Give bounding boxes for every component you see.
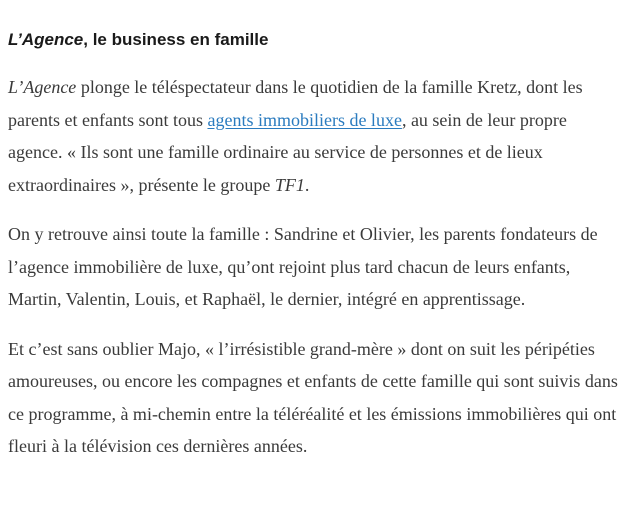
heading-show-title: L’Agence <box>8 30 84 49</box>
section-heading <box>8 28 620 52</box>
paragraph-family: On y retrouve ainsi toute la famille : Sandrine et Olivier, les parents fondateurs de l’agence immobilière de luxe, qu’ont rejoint plus tard chacun de leurs enfants, Martin, Valentin, Louis, et Raphaël, le dernier, intégré en apprentissage. <box>8 224 598 309</box>
paragraph-intro-text-b: , au sein de leur propre agence. « Ils sont une famille ordinaire au service de personnes et de lieux extraordinaires », présente le groupe <box>8 109 567 195</box>
article-body <box>8 28 620 480</box>
heading-rest: , le business en famille <box>83 30 269 49</box>
paragraph-intro-text-c: . <box>304 174 310 195</box>
paragraph-intro <box>8 71 620 201</box>
luxury-agents-link[interactable]: agents immobiliers de luxe <box>207 109 402 130</box>
broadcaster-name: TF1 <box>274 174 305 195</box>
show-title-inline: L’Agence <box>8 77 77 97</box>
paragraph-grandmother: Et c’est sans oublier Majo, « l’irrésistible grand-mère » dont on suit les péripéties amoureuses, ou encore les compagnes et enfants de cette famille qui sont suivis dans ce programme, à mi-chemin entre la téléréalité et les émissions immobilières qui ont fleuri à la télévision ces dernières années. <box>8 338 618 456</box>
paragraph-intro-text-a: plonge le téléspectateur dans le quotidien de la famille Kretz, dont les parents et enfants sont tous <box>8 77 583 130</box>
